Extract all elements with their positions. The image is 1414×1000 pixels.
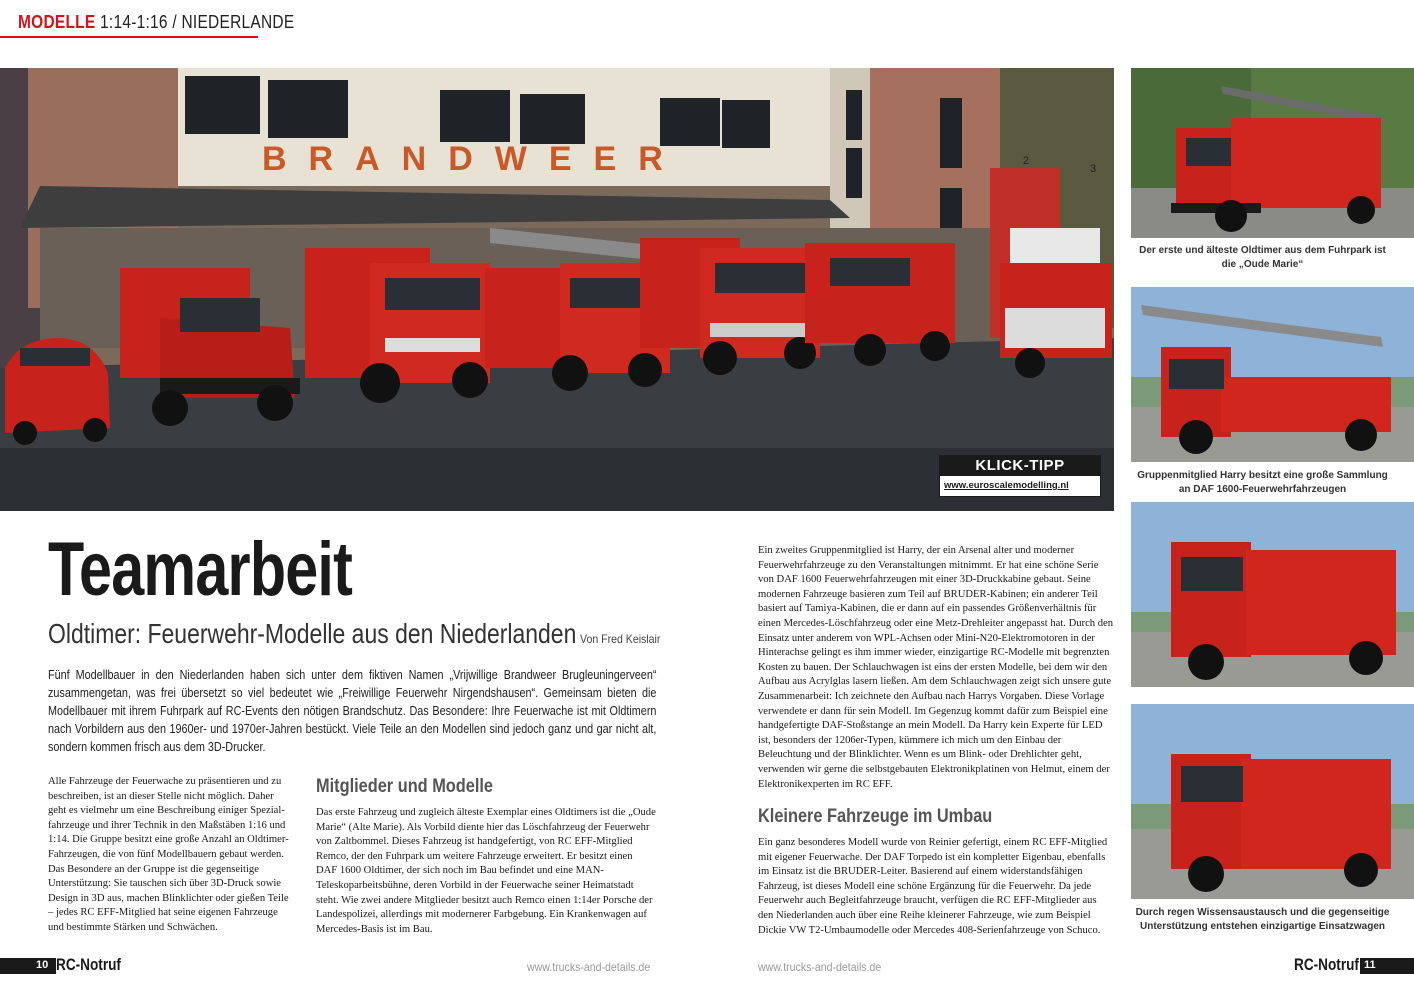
- body-paragraph-harry: Ein zweites Gruppenmitglied ist Harry, der ein Arsenal alter und moderner Feuerwehrfahrzeuge zu den Veranstaltungen mitnimmt. Er hat eine schöne Serie von DAF 1600 Feuerwehrfahrzeugen mit einer 3D-Druckkabine gebaut. Seine modernen Fahrzeuge basieren zum Teil auf BRUDER-Kabinen; ein anderer Teil basiert auf Tamiya-Kabinen, die er dann auf ein passendes Größenverhältnis für einen Mercedes-Löschfahrzeug oder eine Metz-Drehleiter angepasst hat. Durch den Einsatz unter anderem von WPL-Achsen oder Mini-N20-Elektromotoren in der Hinterachse gelingt es ihm immer wieder, einzigartige RC-Modelle mit begrenzten Kosten zu bauen. Der Schlauchwagen ist eins der ersten Modelle, bei dem wir den Aufbau aus Acrylglas lasern ließen. Am dem Schlauchwagen zeigt sich unsere gute Zusammenarbeit: Ich zeichnete den Aufbau nach Harrys Vorgaben. Diese Vorlage verwendete er dann für sein Modell. Im Gegenzug kommt dafür zum Beispiel eine handgefertigte DAF-Stoßstange an mein Modell. Da Harry kein Experte für LED ist, besonders der 1206er-Typen, kümmere ich mich um den Einbau der Beleuchtung und der Blinklichter. Wenn es um Blink- oder Drehlichter geht, verwenden wir gerne die selbstgebauten Elektronikplatinen von Helmut, einem der Elektronikexperten im RC EFF.: [758, 545, 1114, 790]
- body-paragraph-1: Alle Fahrzeuge der Feuerwache zu präsentieren und zu beschreiben, ist an dieser Stelle nicht möglich. Daher geht es vielmehr um eine Beschreibung einiger Spezialfahrzeuge und ihrer Technik in den Maßstäben 1:16 und 1:14. Die Gruppe besitzt eine große Anzahl an Oldtimer-Fahrzeugen, die von fünf Modellbauern gebaut werden. Das Besondere an der Gruppe ist die gegenseitige Unterstützung: Sie tauschen sich über 3D-Druck sowie Design in 3D aus, machen Blinklichter oder gießen Teile – jedes RC EFF-Mitglied hat seine eigenen Fahrzeuge und bestimmte Stärken und Schwächen.: [48, 776, 289, 933]
- body-column-3: [758, 544, 1114, 938]
- footer-url-right[interactable]: www.trucks-and-details.de: [758, 960, 882, 974]
- klick-tipp-label: KLICK-TIPP: [940, 456, 1100, 476]
- article-title: Teamarbeit: [48, 527, 353, 612]
- photo-oude-marie-illustration: [1131, 68, 1414, 238]
- page-number-left-box: [0, 958, 56, 974]
- photo-daf-pumper-illustration: [1131, 704, 1414, 899]
- fire-truck-modern-white: [1000, 228, 1112, 378]
- photo-daf-ladder-truck: [1131, 287, 1414, 462]
- magazine-name-right: RC-Notruf: [1294, 955, 1359, 974]
- section-header-text: [18, 12, 294, 33]
- body-paragraph-small-vehicles: Ein ganz besonderes Modell wurde von Reinier gefertigt, einem RC EFF-Mitglied mit eigener Feuerwache. Der DAF Torpedo ist ein kompletter Eigenbau, ebenfalls im Einsatz ist die BRUDER-Leiter. Basierend auf einem widerstandsfähigen Fahrzeug, ist dieses Modell eine schöne Ergänzung für die Feuerwehr. Da jede Feuerwehr auch Begleitfahrzeuge braucht, verfügen die RC EFF-Mitglieder aus den Niederlanden auch über eine Reihe kleinerer Fahrzeuge, wie zum Beispiel Dickie VW T2-Umbaumodelle oder Mercedes 408-Serienfahrzeuge von Schuco.: [758, 837, 1108, 936]
- page-number-right: 11: [1364, 959, 1376, 971]
- caption-photo-oude-marie: Der erste und älteste Oldtimer aus dem Fuhrpark ist die „Oude Marie“: [1139, 245, 1386, 270]
- hero-illustration: [0, 68, 1114, 511]
- photo-daf-ladder-illustration: [1131, 287, 1414, 462]
- photo-daf-tanker-illustration: [1131, 502, 1414, 687]
- header-subtitle: 1:14-1:16 / NIEDERLANDE: [95, 12, 295, 32]
- page-number-left: 10: [36, 959, 49, 971]
- fire-truck-vw-beetle: [5, 338, 110, 445]
- photo-daf-pumper-truck: [1131, 704, 1414, 899]
- caption-photo-pumper: Durch regen Wissensaustausch und die gegenseitige Unterstützung entstehen einzigartige Einsatzwagen: [1135, 907, 1390, 932]
- bay-number-2: 2: [1023, 155, 1030, 167]
- brandweer-sign: [262, 140, 685, 178]
- photo-oude-marie: [1131, 68, 1414, 238]
- header-rule: [0, 36, 258, 38]
- brandweer-sign-text: BRANDWEER: [262, 140, 685, 178]
- klick-tipp-box: [939, 455, 1101, 497]
- section-header: [0, 12, 295, 38]
- header-category: MODELLE: [18, 12, 96, 32]
- caption-photo-daf-ladder: Gruppenmitglied Harry besitzt eine große Sammlung an DAF 1600-Feuerwehrfahrzeugen: [1137, 470, 1388, 495]
- body-paragraph-members: Das erste Fahrzeug und zugleich älteste Exemplar eines Oldtimers ist die „Oude Marie“ (Alte Marie). Als Vorbild diente hier das Löschfahrzeug der Feuerwehr von Zaltbommel. Dieses Fahrzeug ist handgefertigt, von RC EFF-Mitglied Remco, der den Fuhrpark um weitere Fahrzeuge erweitert. Er besitzt einen DAF 1600 Oldtimer, der sich noch im Bau befindet und eine MAN-Teleskoparbeitsbühne, deren Vorbild in der Feuerwache seiner Heimatstadt steht. Wie zwei andere Mitglieder besitzt auch Remco einen 1:14er Porsche der Landespolizei, allerdings mit modernerer Farbgebung. Ein Krankenwagen auf Mercedes-Basis ist im Bau.: [316, 807, 656, 935]
- section-heading-small-vehicles: Kleinere Fahrzeuge im Umbau: [758, 806, 993, 828]
- body-column-1: [48, 775, 294, 936]
- article-intro: Fünf Modellbauer in den Niederlanden haben sich unter dem fiktiven Namen „Vrijwillige Brandweer Brugleuningerveen“ zusammengetan, was frei übersetzt so viel bedeutet wie „Freiwillige Feuerwehr Nirgendshausen“. Gemeinsam bieten die Modellbauer mit ihrem Fuhrpark auf RC-Events den nötigen Brandschutz. Das Besondere: Ihre Feuerwache ist mit Oldtimern nach Vorbildern aus den 1960er- und 1970er-Jahren bestückt. Viele Teile an den Modellen sind jedoch ganz und gar nicht alt, sondern kommen frisch aus dem 3D-Drucker.: [48, 667, 657, 754]
- hero-photo-fire-station: [0, 68, 1114, 511]
- bay-number-3: 3: [1090, 163, 1097, 175]
- article-author: Von Fred Keislair: [580, 632, 661, 646]
- article-subtitle: Oldtimer: Feuerwehr-Modelle aus den Niederlanden: [48, 618, 577, 649]
- footer-url-left[interactable]: www.trucks-and-details.de: [527, 960, 651, 974]
- body-column-2: [316, 776, 656, 937]
- page-number-right-box: [1360, 958, 1414, 974]
- photo-daf-tanker-truck: [1131, 502, 1414, 687]
- klick-tipp-link[interactable]: www.euroscalemodelling.nl: [944, 480, 1069, 491]
- section-heading-members: Mitglieder und Modelle: [316, 776, 494, 797]
- magazine-name-left: RC-Notruf: [56, 955, 121, 974]
